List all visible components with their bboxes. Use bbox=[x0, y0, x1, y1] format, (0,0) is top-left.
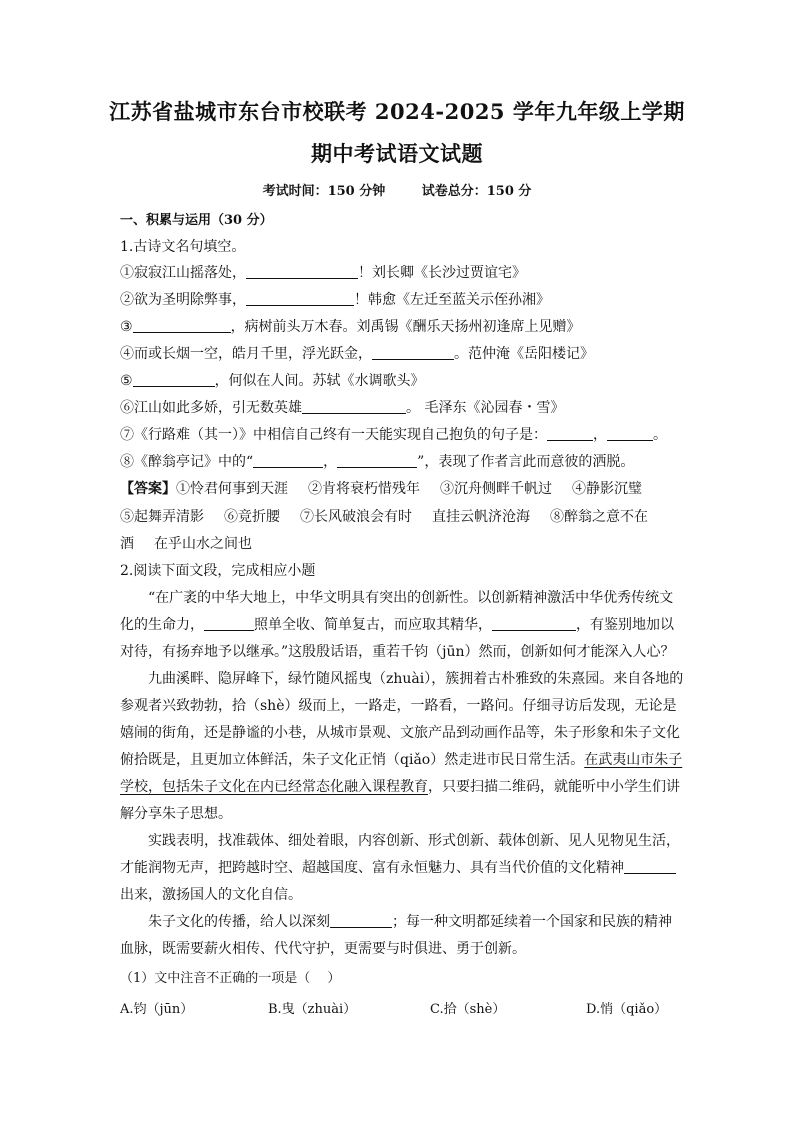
poem-item-3: ③ ，病树前头万木春。刘禹锡《酬乐天扬州初逢席上见赠》 bbox=[120, 319, 581, 335]
exam-time: 考试时间：150 分钟 bbox=[262, 184, 386, 199]
answer-blank bbox=[330, 913, 392, 928]
passage-line: 出来，激扬国人的文化自信。 bbox=[120, 887, 302, 903]
answer-line-1: 【答案】①怜君何事到天涯 ②肯将衰朽惜残年 ③沉舟侧畔千帆过 ④静影沉璧 bbox=[120, 481, 642, 497]
poem-item-6: ⑥江山如此多娇，引无数英雄 。 毛泽东《沁园春・雪》 bbox=[120, 400, 565, 416]
option-b[interactable]: B.曳（zhuài） bbox=[268, 1002, 357, 1017]
answer-blank bbox=[246, 291, 354, 306]
option-a[interactable]: A.钧（jūn） bbox=[120, 1002, 194, 1017]
answer-blank bbox=[547, 426, 593, 441]
answer-blank bbox=[492, 616, 576, 631]
poem-item-4: ④而或长烟一空，皓月千里，浮光跃金， 。范仲淹《岳阳楼记》 bbox=[120, 346, 594, 362]
passage-line: “在广袤的中华大地上，中华文明具有突出的创新性。以创新精神激活中华优秀传统文 bbox=[148, 590, 674, 606]
underlined-sentence: 学校，包括朱子文化在内已经常态化融入课程教育 bbox=[120, 779, 428, 795]
passage-line: 九曲溪畔、隐屏峰下，绿竹随风摇曳（zhuài），簇拥着古朴雅致的朱熹园。来自各地的 bbox=[148, 671, 684, 687]
passage-line: 血脉，既需要薪火相传、代代守护，更需要与时俱进、勇于创新。 bbox=[120, 941, 526, 957]
passage-line: 朱子文化的传播，给人以深刻 ；每一种文明都延续着一个国家和民族的精神 bbox=[148, 914, 672, 930]
answer-blank bbox=[253, 453, 323, 468]
answer-blank bbox=[246, 264, 358, 279]
poem-item-2: ②欲为圣明除弊事， ！韩愈《左迁至蓝关示侄孙湘》 bbox=[120, 292, 550, 308]
passage-line: 俯拾既是，且更加立体鲜活，朱子文化正悄（qiǎo）然走进市民日常生活。在武夷山市朱子 bbox=[120, 752, 683, 768]
passage-line: 才能润物无声，把跨越时空、超越国度、富有永恒魅力、具有当代价值的文化精神 bbox=[120, 857, 676, 877]
answer-blank bbox=[133, 372, 215, 387]
answer-blank bbox=[337, 453, 417, 468]
question-2-title: 2.阅读下面文段，完成相应小题 bbox=[120, 563, 316, 579]
answer-blank bbox=[372, 345, 454, 360]
answer-line-2: ⑤起舞弄清影 ⑥竞折腰 ⑦长风破浪会有时 直挂云帆济沧海 ⑧醉翁之意不在 bbox=[120, 509, 648, 525]
section-heading: 一、积累与运用（30 分） bbox=[120, 213, 273, 228]
passage-line: 参观者兴致勃勃，拾（shè）级而上，一路走，一路看，一路问。仔细寻访后发现，无论是 bbox=[120, 698, 677, 714]
passage-line: 对待，有扬弃地予以继承。”这殷殷话语，重若千钧（jūn）然而，创新如何才能深入人心？ bbox=[120, 644, 675, 660]
underlined-sentence: 在武夷山市朱子 bbox=[584, 752, 683, 768]
poem-item-8: ⑧《醉翁亭记》中的“ ， ”，表现了作者言此而意彼的洒脱。 bbox=[120, 454, 635, 470]
passage-line: 化的生命力， 照单全收、简单复古，而应取其精华， ，有鉴别地加以 bbox=[120, 617, 674, 633]
answer-label: 【答案】 bbox=[120, 481, 176, 497]
answer-blank bbox=[624, 859, 676, 874]
sub-question-1: （1）文中注音不正确的一项是（ ） bbox=[120, 971, 341, 986]
poem-item-5: ⑤ ，何似在人间。苏轼《水调歌头》 bbox=[120, 373, 425, 389]
passage-line: 学校，包括朱子文化在内已经常态化融入课程教育，只要扫描二维码，就能听中小学生们讲 bbox=[120, 779, 680, 795]
answer-blank bbox=[302, 399, 406, 414]
passage-line: 嬉闹的街角，还是静谧的小巷，从城市景观、文旅产品到动画作品等，朱子形象和朱子文化 bbox=[120, 725, 680, 741]
answer-blank bbox=[204, 616, 254, 631]
question-1-title: 1.古诗文名句填空。 bbox=[120, 239, 246, 255]
answer-line-3: 酒 在乎山水之间也 bbox=[120, 536, 252, 552]
passage-line: 实践表明，找准载体、细处着眼，内容创新、形式创新、载体创新、见人见物见生活， bbox=[148, 833, 680, 849]
exam-title-line2: 期中考试语文试题 bbox=[311, 141, 483, 166]
poem-item-7: ⑦《行路难（其一）》中相信自己终有一天能实现自己抱负的句子是： ， 。 bbox=[120, 427, 667, 443]
passage-line: 解分享朱子思想。 bbox=[120, 806, 232, 822]
exam-total: 试卷总分：150 分 bbox=[421, 184, 532, 199]
poem-item-1: ①寂寂江山摇落处， ！刘长卿《长沙过贾谊宅》 bbox=[120, 265, 526, 281]
option-d[interactable]: D.悄（qiǎo） bbox=[586, 1002, 668, 1017]
exam-meta bbox=[0, 180, 794, 199]
answer-blank bbox=[133, 318, 231, 333]
exam-title-line1: 江苏省盐城市东台市校联考 2024-2025 学年九年级上学期 bbox=[109, 99, 685, 124]
answer-blank bbox=[607, 426, 653, 441]
option-c[interactable]: C.拾（shè） bbox=[430, 1002, 506, 1017]
